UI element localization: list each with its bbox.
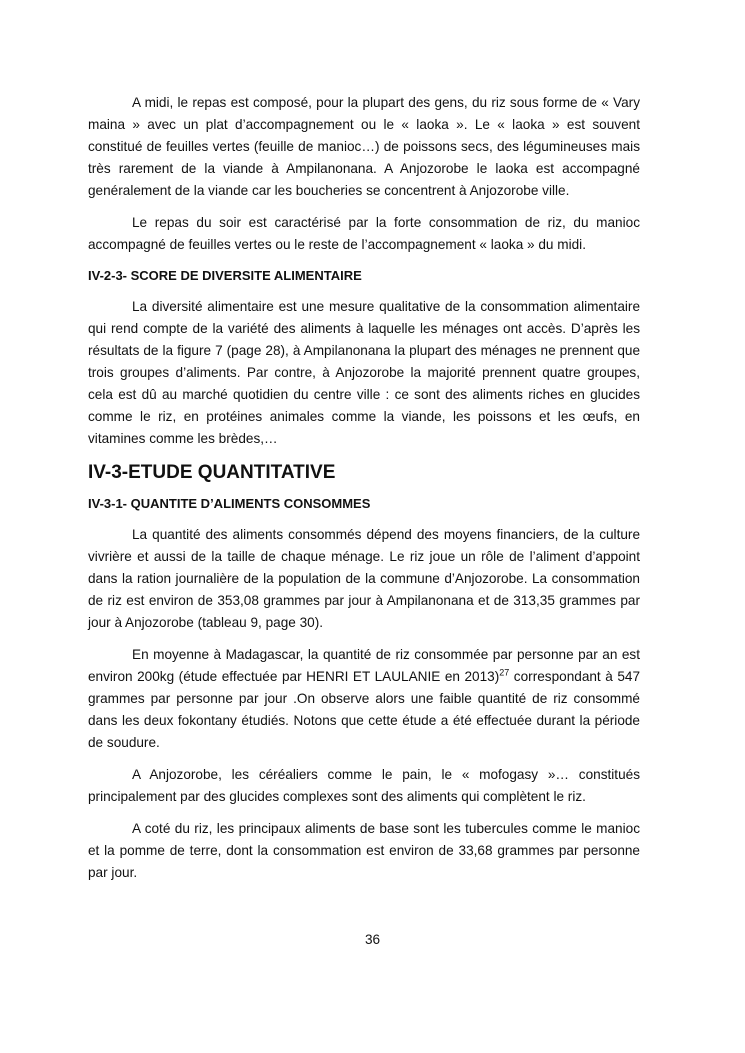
paragraph-madagascar-average-part1: En moyenne à Madagascar, la quantité de riz consommée par personne par an est environ 200kg (étude effectuée par HENRI ET LAULANIE en 2013) — [88, 647, 640, 684]
page-number: 36 — [364, 932, 381, 947]
heading-quantitative-study: IV-3-ETUDE QUANTITATIVE — [88, 462, 336, 483]
footnote-reference: 27 — [499, 667, 510, 678]
paragraph-cereals: A Anjozorobe, les céréaliers comme le pain, le « mofogasy »… constitués principalement par des glucides complexes sont des aliments qui complètent le riz. — [88, 767, 640, 804]
paragraph-midday-meal: A midi, le repas est composé, pour la plupart des gens, du riz sous forme de « Vary maina » avec un plat d’accompagnement ou le « laoka ». Le « laoka » est souvent constitué de feuilles vertes (feuille de manioc…) de poissons secs, des légumineuses mais très rarement de la viande à Ampilanonana. A Anjozorobe le laoka est accompagné genéralement de la viande car les boucheries se concentrent à Anjozorobe ville. — [88, 95, 640, 198]
paragraph-food-quantity: La quantité des aliments consommés dépend des moyens financiers, de la culture vivrière et aussi de la taille de chaque ménage. Le riz joue un rôle de l’aliment d’appoint dans la ration journalière de la population de la commune d’Anjozorobe. La consommation de riz est environ de 353,08 grammes par jour à Ampilanonana et de 313,35 grammes par jour à Anjozorobe (tableau 9, page 30). — [88, 527, 640, 630]
document-body — [88, 92, 640, 894]
heading-dietary-diversity-score: IV-2-3- SCORE DE DIVERSITE ALIMENTAIRE — [88, 268, 362, 283]
heading-food-quantity: IV-3-1- QUANTITE D’ALIMENTS CONSOMMES — [88, 496, 371, 511]
paragraph-evening-meal: Le repas du soir est caractérisé par la forte consommation de riz, du manioc accompagné de feuilles vertes ou le reste de l’accompagnement « laoka » du midi. — [88, 215, 640, 252]
paragraph-tubers: A coté du riz, les principaux aliments de base sont les tubercules comme le manioc et la pomme de terre, dont la consommation est environ de 33,68 grammes par personne par jour. — [88, 821, 640, 880]
paragraph-madagascar-average-part2: correspondant à 547 grammes par personne par jour .On observe alors une faible quantité de riz consommé dans les deux fokontany étudiés. Notons que cette étude a été effectuée durant la période de soudure. — [88, 669, 641, 750]
paragraph-madagascar-average — [88, 644, 640, 754]
paragraph-dietary-diversity: La diversité alimentaire est une mesure qualitative de la consommation alimentaire qui rend compte de la variété des aliments à laquelle les ménages ont accès. D’après les résultats de la figure 7 (page 28), à Ampilanonana la plupart des ménages ne prennent que trois groupes d’aliments. Par contre, à Anjozorobe la majorité prennent quatre groupes, cela est dû au marché quotidien du centre ville : ce sont des aliments riches en glucides comme le riz, en protéines animales comme la viande, les poissons et les œufs, en vitamines comme les brèdes,… — [88, 299, 640, 446]
